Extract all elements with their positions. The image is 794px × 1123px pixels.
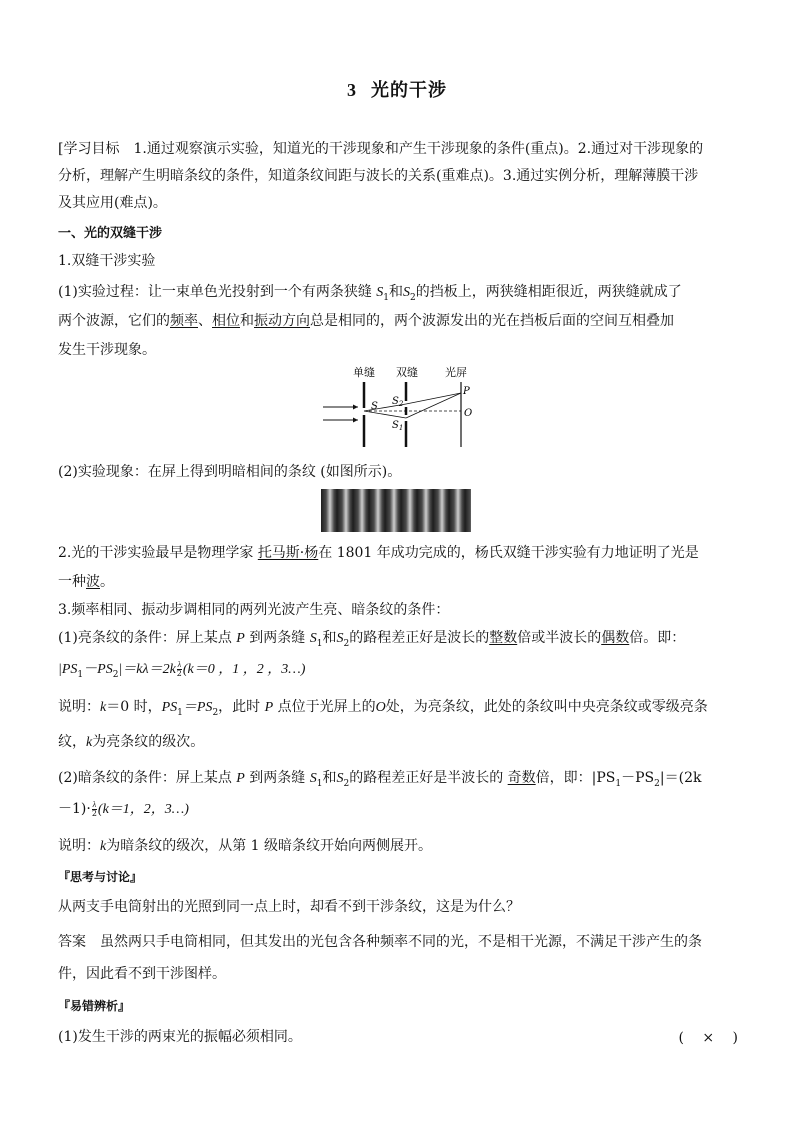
note1-line-1: 说明：k＝0 时，$PS_1=PS_2$，此时 P 点位于光屏上的O处，为亮条纹，此处的条纹叫中央亮条纹或零级亮条: [58, 699, 708, 718]
note1-line-2: 纹，k为亮条纹的级次。: [58, 734, 205, 750]
section-heading: 一、光的双缝干涉: [58, 226, 163, 241]
keyword-integer: 整数: [489, 630, 518, 646]
learning-goals-line-1: [学习目标 1.通过观察演示实验，知道光的干涉现象和产生干涉现象的条件(重点)。2.通过对干涉现象的: [58, 141, 704, 157]
error-item-1: (1)发生干涉的两束光的振幅必须相同。: [58, 1029, 302, 1045]
label-double-slit: 双缝: [396, 366, 418, 379]
label-O: O: [464, 408, 473, 419]
label-S2: $S_2$: [392, 396, 404, 408]
item2-line-2: 一种波。: [58, 574, 114, 590]
process-line-2: 两个波源，它们的频率、相位和振动方向总是相同的，两个波源发出的光在挡板后面的空间互相叠加: [58, 313, 674, 329]
bright-formula: $|PS_1-PS_2|=k\lambda=2k$ $\frac{\lambda}{2}$ (k＝0 ，1 ，2 ，3…): [58, 659, 306, 680]
learning-goals-line-3: 及其应用(难点)。: [58, 195, 167, 211]
label-P: P: [463, 386, 470, 397]
learning-goals-line-2: 分析，理解产生明暗条纹的条件，知道条纹间距与波长的关系(重难点)。3.通过实例分析，理解薄膜干涉: [58, 168, 699, 184]
page-title: [0, 76, 794, 102]
keyword-thomas-young: 托马斯·杨: [257, 545, 319, 561]
subsection-heading: 1.双缝干涉实验: [58, 253, 156, 269]
keyword-phase: 相位: [212, 313, 240, 329]
think-answer-line-1: 答案 虽然两只手电筒相同，但其发出的光包含各种频率不同的光，不是相干光源，不满足干涉产生的条: [58, 934, 702, 950]
item2-line-1: 2.光的干涉实验最早是物理学家 托马斯·杨在 1801 年成功完成的，杨氏双缝干涉实验有力地证明了光是: [58, 545, 699, 561]
label-screen: 光屏: [445, 366, 467, 379]
bright-condition-line-1: (1)亮条纹的条件：屏上某点 P 到两条缝 $S_1$和$S_2$的路程差正好是波长的整数倍或半波长的偶数倍。即：: [58, 630, 686, 649]
label-S1: $S_1$: [392, 420, 404, 432]
dark-condition-line-1: (2)暗条纹的条件：屏上某点 P 到两条缝 $S_1$和$S_2$的路程差正好是半波长的 奇数倍，即：$|PS_1-PS_2|=(2k$: [58, 770, 702, 789]
phenomenon-text: (2)实验现象：在屏上得到明暗相间的条纹 (如图所示)。: [58, 464, 402, 480]
error-item-1-mark: ( × ): [678, 1030, 738, 1046]
label-S: S: [371, 401, 378, 412]
think-answer-line-2: 件，因此看不到干涉图样。: [58, 966, 226, 982]
double-slit-diagram: [320, 364, 480, 450]
keyword-even: 偶数: [601, 630, 630, 646]
answer-label: 答案: [58, 934, 86, 950]
keyword-wave: 波: [86, 574, 100, 590]
note2-text: 说明：k为暗条纹的级次，从第 1 级暗条纹开始向两侧展开。: [58, 838, 433, 854]
interference-fringes-image: [321, 489, 471, 532]
title-text: 光的干涉: [371, 80, 447, 101]
process-line-1: (1)实验过程：让一束单色光投射到一个有两条狭缝 $S_1$和$S_2$的挡板上，两狭缝相距很近，两狭缝就成了: [58, 284, 682, 303]
keyword-direction: 振动方向: [254, 313, 310, 329]
dark-condition-line-2: －1)· $\frac{\lambda}{2}$ (k＝1，2，3…): [58, 799, 189, 818]
keyword-frequency: 频率: [170, 313, 198, 329]
process-line-3: 发生干涉现象。: [58, 342, 156, 358]
title-number: 3: [347, 80, 357, 100]
item3-text: 3.频率相同、振动步调相同的两列光波产生亮、暗条纹的条件：: [58, 602, 450, 618]
think-discuss-label: 『思考与讨论』: [58, 870, 143, 884]
keyword-odd: 奇数: [507, 770, 536, 786]
think-question: 从两支手电筒射出的光照到同一点上时，却看不到干涉条纹，这是为什么？: [58, 899, 520, 915]
error-analysis-label: 『易错辨析』: [58, 999, 131, 1013]
label-single-slit: 单缝: [353, 366, 375, 379]
